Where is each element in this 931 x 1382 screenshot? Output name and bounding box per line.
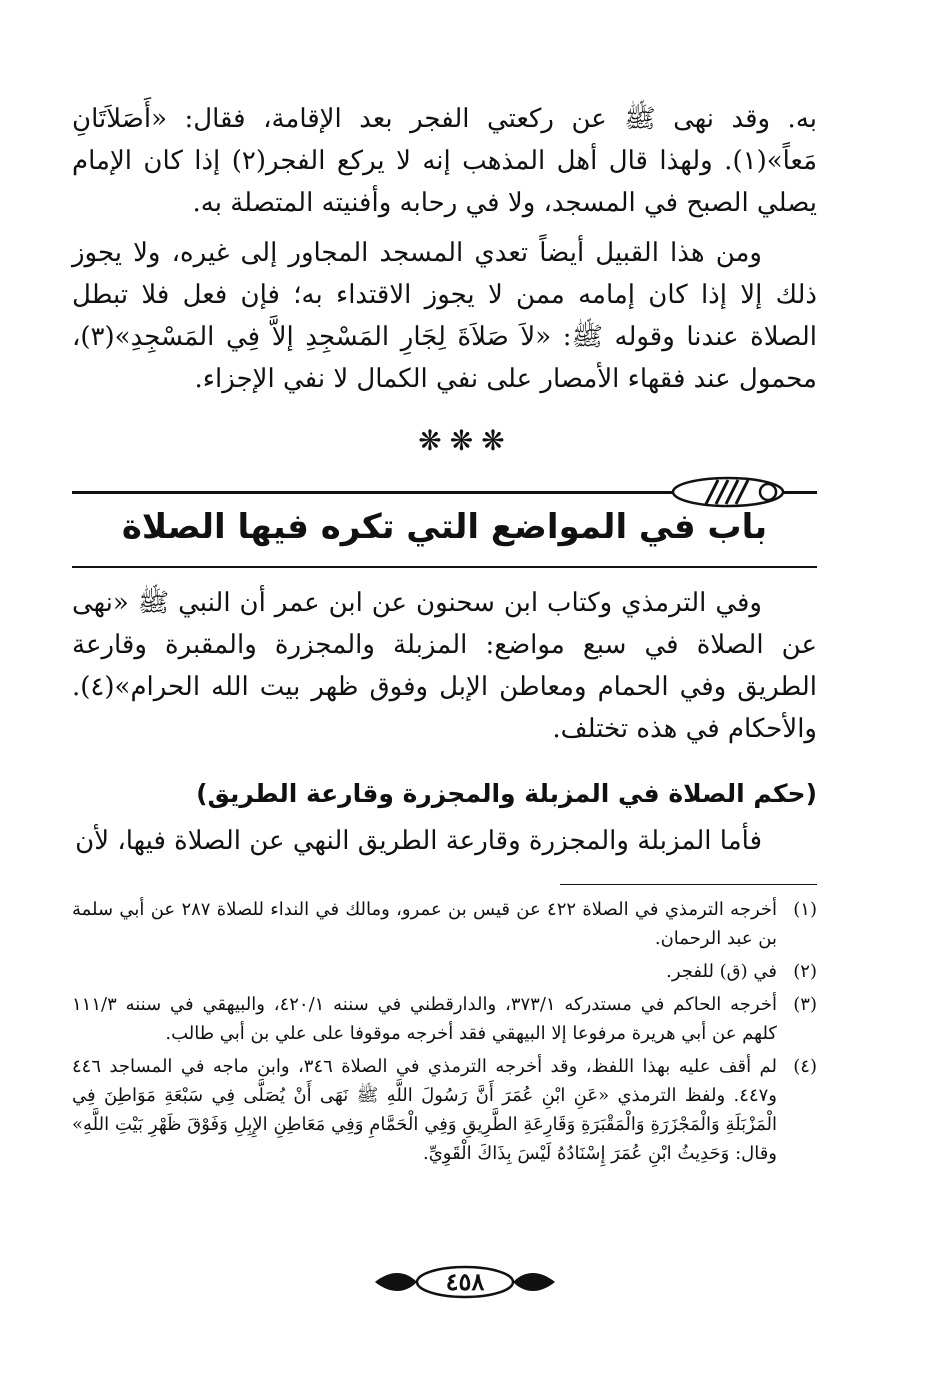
top-text-block — [72, 98, 817, 400]
section-heading: (حكم الصلاة في المزبلة والمجزرة وقارعة الطريق) — [196, 779, 817, 808]
footnote-text: لم أقف عليه بهذا اللفظ، وقد أخرجه الترمذي في الصلاة ٣٤٦، وابن ماجه في المساجد ٤٤٦ و٤٤٧. ولفظ الترمذي «عَنِ ابْنِ عُمَرَ أَنَّ رَسُولَ اللَّهِ ﷺ نَهَى أَنْ يُصَلَّى فِي سَبْعَةِ مَوَاطِنَ فِي الْمَزْبَلَةِ وَالْمَجْزَرَةِ وَالْمَقْبَرَةِ وَقَارِعَةِ الطَّرِيقِ وَفِي الْحَمَّامِ وَفِي مَعَاطِنِ الإِبِلِ وَفَوْقَ ظَهْرِ بَيْتِ اللَّهِ» وقال: وَحَدِيثُ ابْنِ عُمَرَ إِسْنَادُهُ لَيْسَ بِذَاكَ الْقَوِيِّ. — [72, 1056, 778, 1164]
page-number-frame — [365, 1262, 565, 1302]
footnote-number: (٣) — [793, 994, 817, 1015]
footnote-2 — [72, 957, 817, 986]
footnote-text: أخرجه الحاكم في مستدركه ٣٧٣/١، والدارقطني في سننه ٤٢٠/١، والبيهقي في سننه ١١١/٣ كلهم عن أبي هريرة مرفوعا إلا البيهقي فقد أخرجه موقوفا على علي بن أبي طالب. — [72, 994, 777, 1044]
section-separator-stars: ❋❋❋ — [418, 424, 513, 457]
paragraph-seven-places-hadith: وفي الترمذي وكتاب ابن سحنون عن ابن عمر أن النبي ﷺ «نهى عن الصلاة في سبع مواضع: المزبلة والمجزرة والمقبرة وقارعة الطريق وفي الحمام ومعاطن الإبل وفوق ظهر بيت الله الحرام»(٤). والأحكام في هذه تختلف. — [72, 588, 817, 744]
footnote-4 — [72, 1052, 817, 1168]
chapter-title: باب في المواضع التي تكره فيها الصلاة — [121, 507, 768, 547]
paragraph-section-start: فأما المزبلة والمجزرة وقارعة الطريق النهي عن الصلاة فيها، لأن — [75, 826, 762, 856]
chapter-bottom-rule — [72, 566, 817, 568]
footnote-text: أخرجه الترمذي في الصلاة ٤٢٢ عن قيس بن عمرو، ومالك في النداء للصلاة ٢٨٧ عن أبي سلمة بن عبد الرحمان. — [72, 899, 778, 949]
footnote-number: (٢) — [793, 961, 817, 982]
footnote-number: (٤) — [793, 1056, 817, 1077]
page-number: ٤٥٨ — [445, 1267, 485, 1296]
paragraph-neighbor-mosque: ومن هذا القبيل أيضاً تعدي المسجد المجاور إلى غيره، ولا يجوز ذلك إلا إذا كان إمامه ممن لا يجوز الاقتداء به؛ فإن فعل فلا تبطل الصلاة عندنا وقوله ﷺ: «لاَ صَلاَةَ لِجَارِ المَسْجِدِ إلاَّ فِي المَسْجِدِ»(٣)، محمول عند فقهاء الأمصار على نفي الكمال لا نفي الإجزاء. — [72, 238, 817, 394]
paragraph-prayer-after-iqama: به. وقد نهى ﷺ عن ركعتي الفجر بعد الإقامة، فقال: «أَصَلاَتَانِ مَعاً»(١). ولهذا قال أهل المذهب إنه لا يركع الفجر(٢) إذا كان الإمام يصلي الصبح في المسجد، ولا في رحابه وأفنيته المتصلة به. — [72, 104, 818, 218]
footnote-number: (١) — [793, 899, 817, 920]
footnote-text: في (ق) للفجر. — [666, 961, 777, 982]
chapter-text-block — [72, 582, 817, 862]
footnote-separator — [560, 884, 817, 885]
footnote-1 — [72, 895, 817, 953]
footnote-3 — [72, 990, 817, 1048]
footnotes — [72, 895, 817, 1172]
